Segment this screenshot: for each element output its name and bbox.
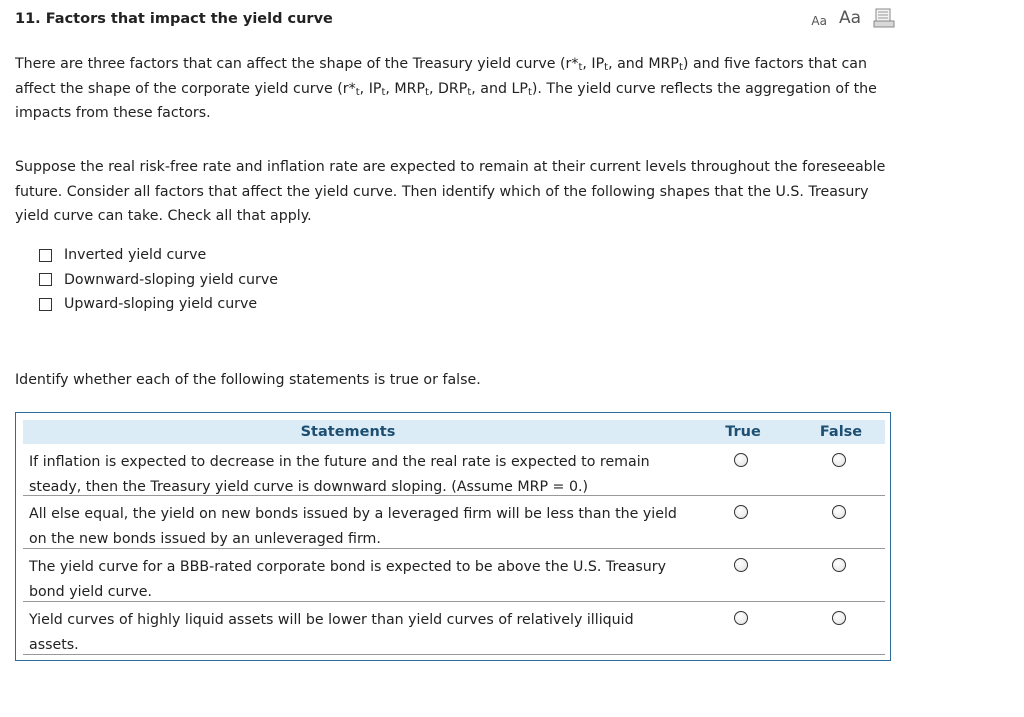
statement-text: Yield curves of highly liquid assets will be lower than yield curves of relatively illiquid assets. [29, 612, 634, 653]
decrease-font-button[interactable]: Aa [811, 14, 827, 28]
true-false-table [15, 412, 891, 661]
true-false-prompt: Identify whether each of the following statements is true or false. [15, 372, 481, 388]
checkbox[interactable] [39, 273, 52, 286]
true-radio[interactable] [734, 505, 748, 519]
table-row [23, 550, 885, 602]
statement-text: The yield curve for a BBB-rated corporate bond is expected to be above the U.S. Treasury bond yield curve. [29, 559, 666, 600]
true-header: True [725, 424, 761, 440]
font-tools [811, 8, 895, 28]
yield-curve-options [39, 243, 278, 317]
print-icon[interactable] [873, 8, 895, 28]
intro-paragraph: There are three factors that can affect the shape of the Treasury yield curve ($r*_t$, $IP_t$, and $MRP_t$) and five factors that can affect the shape of the corporate yield curve ($r*_t$, $IP_t$, $MRP_t$, $DRP_t$, and $LP_t$). The yield curve reflects the aggregation of the impacts from these factors. [15, 56, 877, 121]
false-radio[interactable] [832, 558, 846, 572]
question-title: 11. Factors that impact the yield curve [15, 11, 333, 27]
option-downward-sloping[interactable] [39, 268, 278, 293]
option-inverted[interactable] [39, 243, 278, 268]
false-radio[interactable] [832, 611, 846, 625]
true-radio[interactable] [734, 611, 748, 625]
table-row [23, 445, 885, 496]
statement-text: All else equal, the yield on new bonds issued by a leveraged firm will be less than the yield on the new bonds issued by an unleveraged firm. [29, 506, 677, 547]
option-upward-sloping[interactable] [39, 292, 278, 317]
checkbox[interactable] [39, 249, 52, 262]
false-header: False [819, 424, 863, 440]
statements-header: Statements [300, 424, 396, 440]
checkbox[interactable] [39, 298, 52, 311]
false-radio[interactable] [832, 505, 846, 519]
false-radio[interactable] [832, 453, 846, 467]
table-row [23, 497, 885, 549]
table-header [23, 420, 885, 444]
true-radio[interactable] [734, 453, 748, 467]
option-label: Inverted yield curve [64, 247, 207, 264]
option-label: Downward-sloping yield curve [64, 271, 278, 288]
increase-font-button[interactable]: Aa [838, 8, 861, 28]
true-radio[interactable] [734, 558, 748, 572]
option-label: Upward-sloping yield curve [64, 296, 258, 313]
question-text: Suppose the real risk-free rate and inflation rate are expected to remain at their current levels throughout the foreseeable future. Consider all factors that affect the yield curve. Then identify which of the following shapes that the U.S. Treasury yield curve can take. Check all that apply. [15, 159, 886, 224]
statement-text: If inflation is expected to decrease in the future and the real rate is expected to remain steady, then the Treasury yield curve is downward sloping. (Assume MRP = 0.) [29, 454, 650, 495]
table-row [23, 603, 885, 655]
question-header [15, 8, 895, 33]
